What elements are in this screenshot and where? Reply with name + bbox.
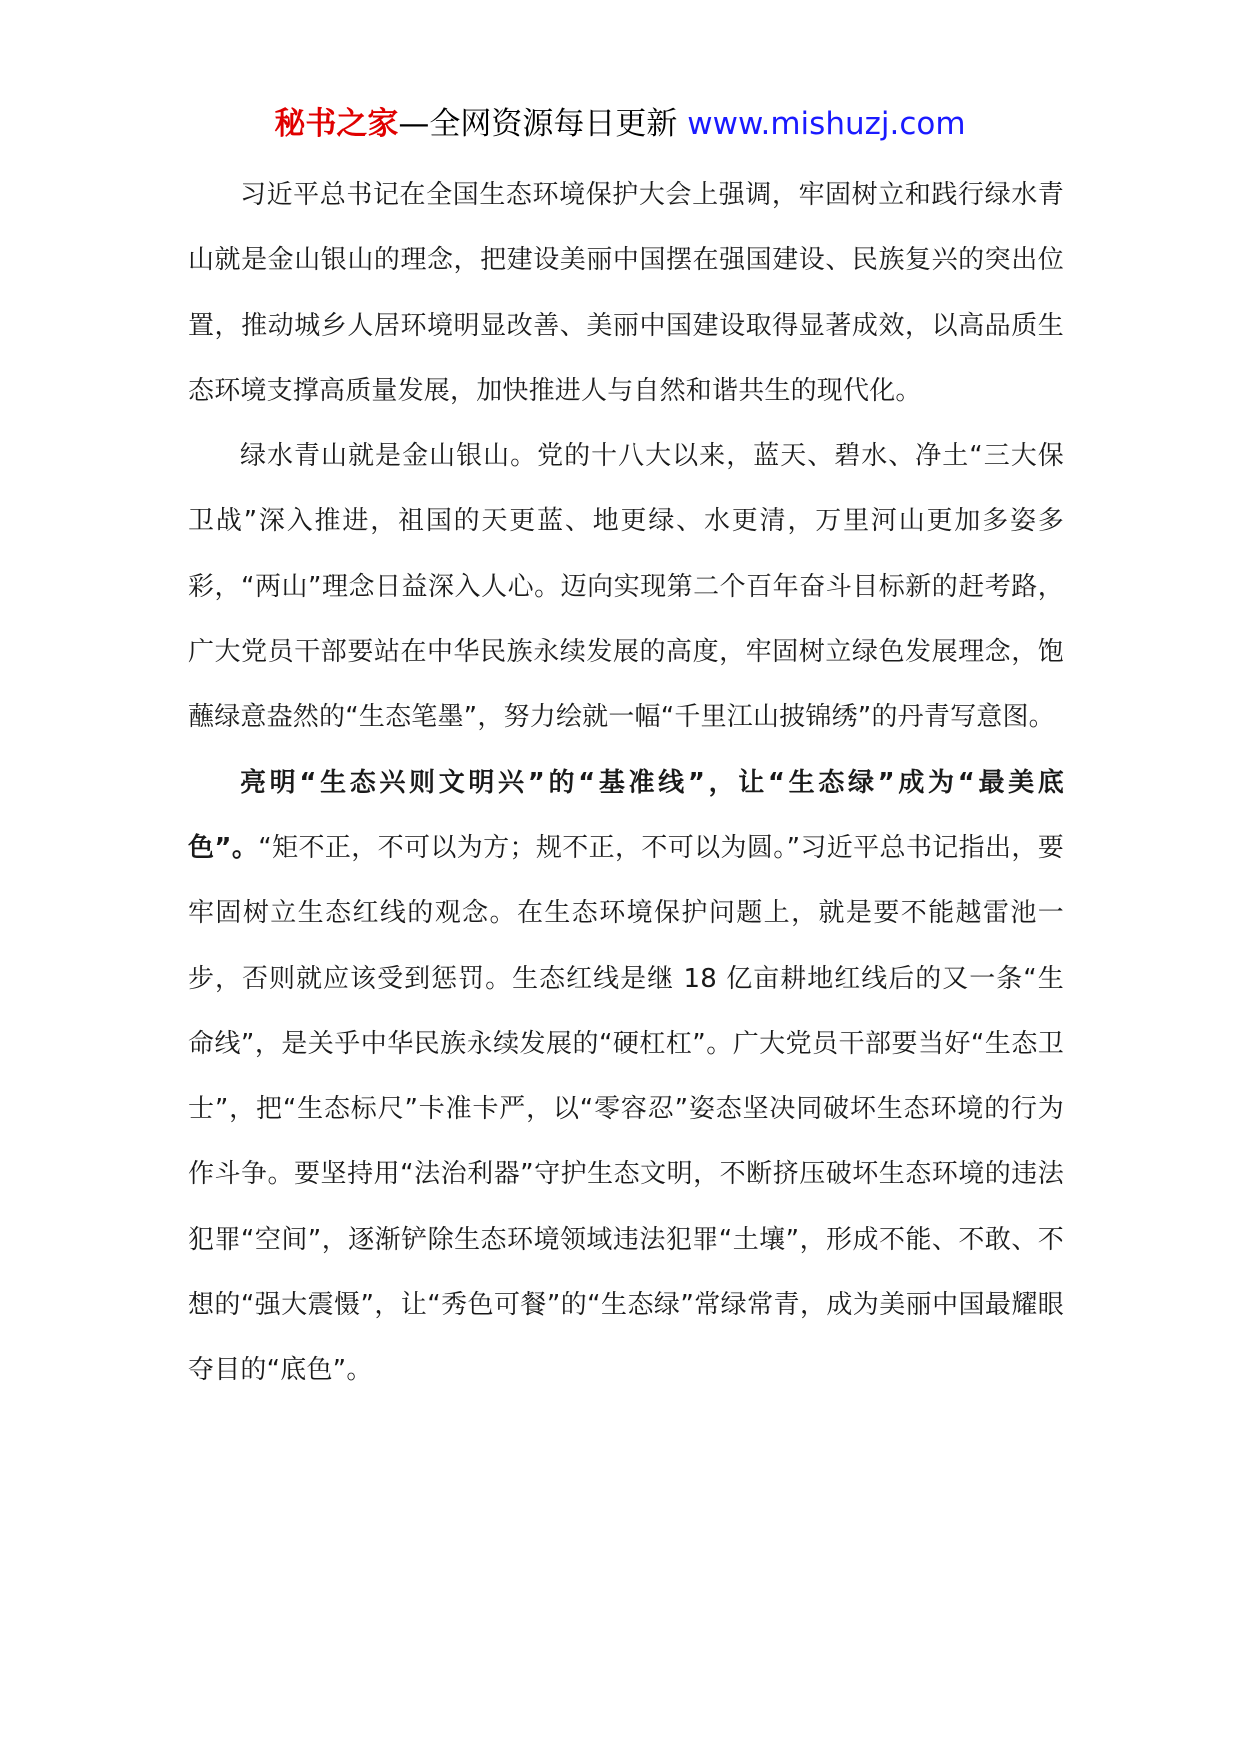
- paragraph-intro-text: 习近平总书记在全国生态环境保护大会上强调，牢固树立和践行绿水青山就是金山银山的理念，把建设美丽中国摆在强国建设、民族复兴的突出位置，推动城乡人居环境明显改善、美丽中国建设取得显著成效，以高品质生态环境支撑高质量发展，加快推进人与自然和谐共生的现代化。: [188, 180, 1064, 406]
- paragraph-green-mountains-text: 绿水青山就是金山银山。党的十八大以来，蓝天、碧水、净土“三大保卫战”深入推进，祖国的天更蓝、地更绿、水更清，万里河山更加多姿多彩，“两山”理念日益深入人心。迈向实现第二个百年奋斗目标新的赶考路，广大党员干部要站在中华民族永续发展的高度，牢固树立绿色发展理念，饱蘸绿意盎然的“生态笔墨”，努力绘就一幅“千里江山披锦绣”的丹青写意图。: [188, 441, 1064, 733]
- paragraph-green-mountains: [188, 424, 1064, 750]
- paragraph-intro: [188, 163, 1064, 424]
- paragraph-ecological-redline-text: “矩不正，不可以为方；规不正，不可以为圆。”习近平总书记指出，要牢固树立生态红线的观念。在生态环境保护问题上，就是要不能越雷池一步，否则就应该受到惩罚。生态红线是继 18 亿亩耕地红线后的又一条“生命线”，是关乎中华民族永续发展的“硬杠杠”。广大党员干部要当好“生态卫士”，把“生态标尺”卡准卡严，以“零容忍”姿态坚决同破坏生态环境的行为作斗争。要坚持用“法治利器”守护生态文明，不断挤压破坏生态环境的违法犯罪“空间”，逐渐铲除生态环境领域违法犯罪“土壤”，形成不能、不敢、不想的“强大震慑”，让“秀色可餐”的“生态绿”常绿常青，成为美丽中国最耀眼夺目的“底色”。: [188, 832, 1064, 1386]
- header-url-link[interactable]: www.mishuzj.com: [687, 106, 966, 142]
- paragraph-ecological-redline-bold: 亮明“生态兴则文明兴”的“基准线”，让“生态绿”成为“最美底色”。: [188, 767, 1064, 863]
- paragraph-ecological-redline: [188, 751, 1064, 1404]
- header-slogan: —全网资源每日更新: [398, 106, 688, 142]
- header-brand: 秘书之家: [274, 106, 399, 142]
- page-header: [0, 102, 1240, 146]
- document-body: [188, 163, 1064, 1404]
